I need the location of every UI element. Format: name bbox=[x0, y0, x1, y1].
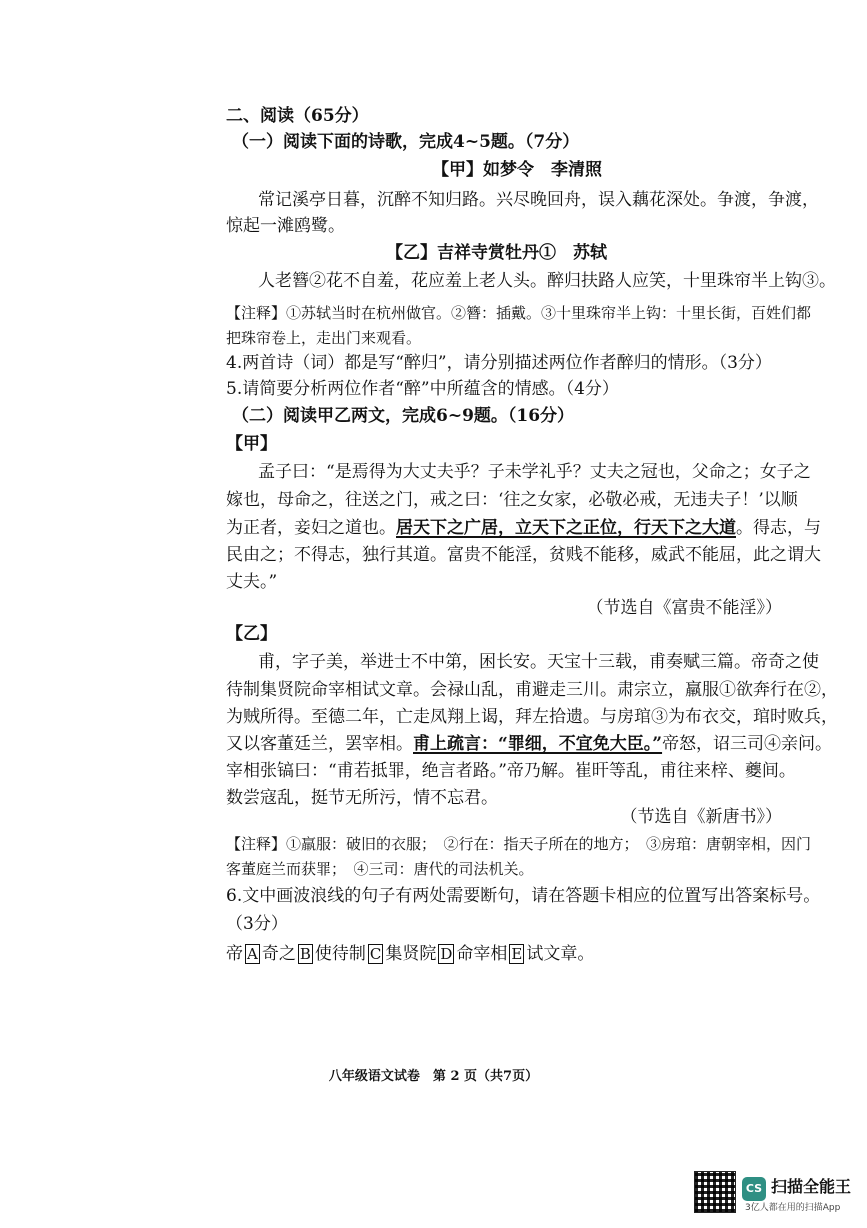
text-jia-line: 民由之；不得志，独行其道。富贵不能淫，贫贱不能移，威武不能屈，此之谓大 bbox=[226, 545, 821, 565]
poem-note: 把珠帘卷上，走出门来观看。 bbox=[226, 329, 422, 347]
text-jia-line bbox=[226, 516, 821, 540]
option-box-b: B bbox=[299, 945, 311, 963]
option-box-a: A bbox=[247, 945, 258, 963]
part2-heading: （二）阅读甲乙两文，完成6~9题。（16分） bbox=[232, 406, 575, 426]
scanner-logo-icon: CS bbox=[742, 1177, 766, 1201]
scanner-brand: 扫描全能王 bbox=[771, 1177, 852, 1196]
text-segment: 帝怒，诏三司④亲问。 bbox=[662, 734, 833, 754]
qr-code-icon bbox=[694, 1171, 736, 1213]
question-4: 4.两首诗（词）都是写“醉归”，请分别描述两位作者醉归的情形。（3分） bbox=[226, 353, 772, 373]
option-box-d: D bbox=[440, 945, 453, 963]
text-yi-label: 【乙】 bbox=[226, 624, 277, 644]
option-text: 集贤院 bbox=[385, 944, 437, 964]
question-5: 5.请简要分析两位作者“醉”中所蕴含的情感。（4分） bbox=[226, 379, 619, 399]
text-segment: 又以客董廷兰，罢宰相。 bbox=[226, 734, 413, 754]
poem-note: 【注释】①苏轼当时在杭州做官。②簪：插戴。③十里珠帘半上钩：十里长街，百姓们都 bbox=[226, 304, 812, 322]
poem-a-line: 常记溪亭日暮，沉醉不知归路。兴尽晚回舟，误入藕花深处。争渡，争渡， bbox=[258, 190, 819, 210]
option-text: 奇之 bbox=[261, 944, 296, 964]
text-segment: 。得志，与 bbox=[736, 518, 821, 538]
text-yi-line: 为贼所得。至德二年，亡走凤翔上谒，拜左拾遗。与房琯③为布衣交，琯时败兵， bbox=[226, 707, 838, 727]
option-text: 试文章。 bbox=[526, 944, 595, 964]
poem-a-title: 【甲】如梦令 李清照 bbox=[432, 160, 602, 180]
question-6-score: （3分） bbox=[226, 914, 288, 934]
option-box-c: C bbox=[369, 945, 382, 963]
option-text: 命宰相 bbox=[456, 944, 508, 964]
text-yi-line: 数尝寇乱，挺节无所污，情不忘君。 bbox=[226, 788, 498, 808]
option-text: 使待制 bbox=[314, 944, 366, 964]
text-yi-line bbox=[226, 732, 832, 756]
option-text: 帝 bbox=[226, 944, 243, 964]
text-jia-source: （节选自《富贵不能淫》） bbox=[586, 598, 782, 618]
text-yi-source: （节选自《新唐书》） bbox=[620, 807, 782, 827]
text-yi-note: 客董庭兰而获罪； ④三司：唐代的司法机关。 bbox=[226, 860, 534, 878]
text-jia-label: 【甲】 bbox=[226, 434, 277, 454]
text-yi-note: 【注释】①羸服：破旧的衣服； ②行在：指天子所在的地方； ③房琯：唐朝宰相，因门 bbox=[226, 835, 812, 853]
text-segment: 为正者，妾妇之道也。 bbox=[226, 518, 396, 538]
text-jia-line: 嫁也，母命之，往送之门，戒之曰：‘往之女家，必敬必戒，无违夫子！’以顺 bbox=[226, 490, 798, 510]
poem-a-line: 惊起一滩鸥鹭。 bbox=[226, 216, 345, 236]
scanner-tagline: 3亿人都在用的扫描App bbox=[745, 1203, 841, 1213]
page-footer: 八年级语文试卷 第 2 页（共7页） bbox=[328, 1069, 539, 1084]
underlined-sentence: 甫上疏言：“罪细，不宜免大臣。” bbox=[413, 734, 663, 754]
text-yi-line: 甫，字子美，举进士不中第，困长安。天宝十三载，甫奏赋三篇。帝奇之使 bbox=[258, 652, 819, 672]
underlined-sentence: 居天下之广居，立天下之正位，行天下之大道 bbox=[396, 518, 736, 538]
question-6: 6.文中画波浪线的句子有两处需要断句，请在答题卡相应的位置写出答案标号。 bbox=[226, 886, 821, 906]
option-box-e: E bbox=[511, 945, 523, 963]
poem-b-line: 人老簪②花不自羞，花应羞上老人头。醉归扶路人应笑，十里珠帘半上钩③。 bbox=[258, 271, 836, 291]
section-title: 二、阅读（65分） bbox=[226, 106, 369, 126]
text-jia-line: 丈夫。” bbox=[226, 572, 278, 592]
question-6-options bbox=[226, 942, 594, 966]
text-jia-line: 孟子曰：“是焉得为大丈夫乎？子未学礼乎？丈夫之冠也，父命之；女子之 bbox=[258, 462, 811, 482]
part1-heading: （一）阅读下面的诗歌，完成4~5题。（7分） bbox=[232, 132, 580, 152]
text-yi-line: 待制集贤院命宰相试文章。会禄山乱，甫避走三川。肃宗立，羸服①欲奔行在②， bbox=[226, 680, 838, 700]
poem-b-title: 【乙】吉祥寺赏牡丹① 苏轼 bbox=[386, 243, 607, 263]
text-yi-line: 宰相张镐曰：“甫若抵罪，绝言者路。”帝乃解。崔旰等乱，甫往来梓、夔间。 bbox=[226, 761, 796, 781]
